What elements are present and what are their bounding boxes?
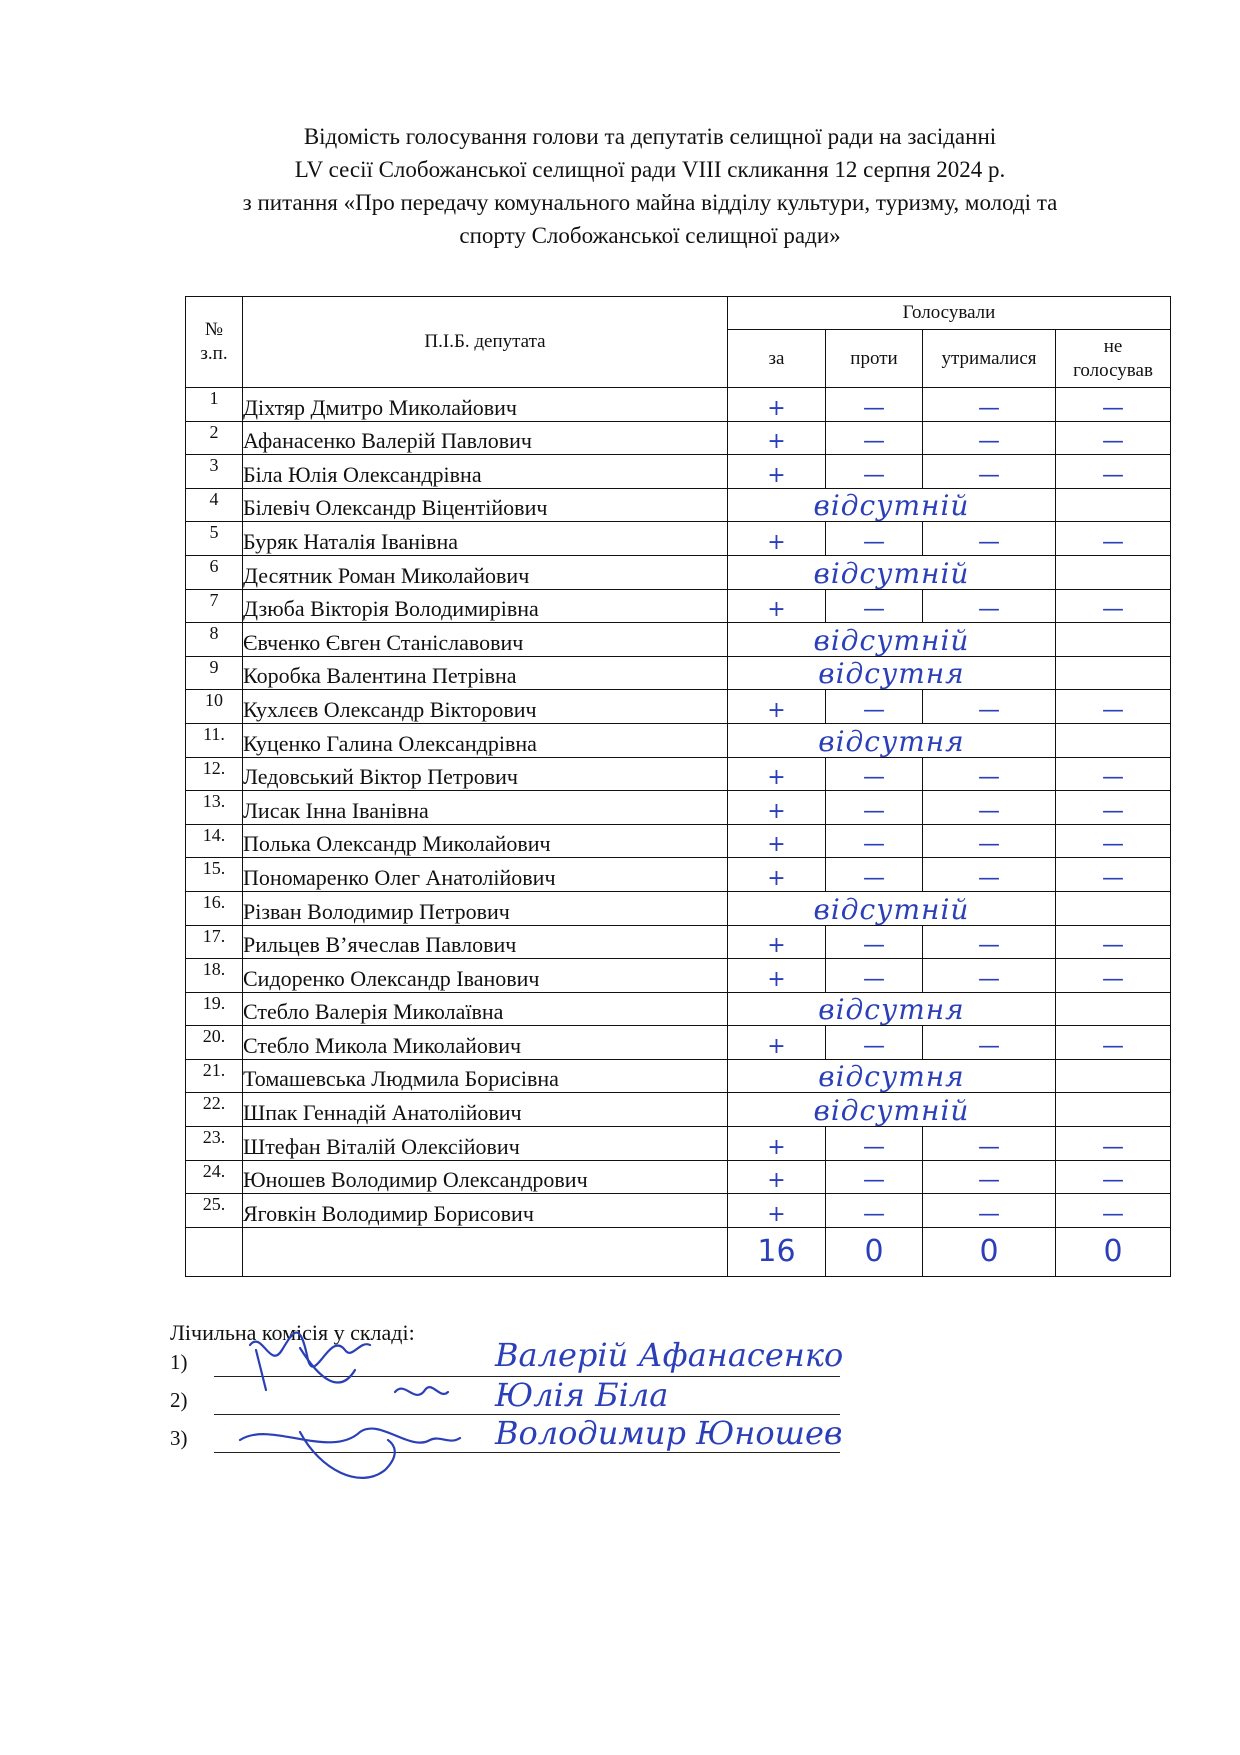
signature-3-scribble bbox=[240, 1429, 460, 1443]
vote-ne-holosuvav: — bbox=[1056, 959, 1171, 993]
row-number: 12. bbox=[186, 757, 243, 791]
table-row bbox=[186, 623, 1171, 657]
table-row bbox=[186, 891, 1171, 925]
vote-za: + bbox=[728, 522, 826, 556]
deputy-name: Куценко Галина Олександрівна bbox=[243, 723, 728, 757]
vote-ne-holosuvav bbox=[1056, 1059, 1171, 1093]
row-number: 14. bbox=[186, 824, 243, 858]
deputy-name: Ледовський Віктор Петрович bbox=[243, 757, 728, 791]
vote-proty: — bbox=[826, 1160, 923, 1194]
row-number: 23. bbox=[186, 1127, 243, 1161]
row-number: 25. bbox=[186, 1194, 243, 1228]
vote-za: + bbox=[728, 1194, 826, 1228]
table-row bbox=[186, 858, 1171, 892]
vote-ne-holosuvav bbox=[1056, 555, 1171, 589]
vote-utrym: — bbox=[923, 522, 1056, 556]
deputy-name: Коробка Валентина Петрівна bbox=[243, 656, 728, 690]
deputy-name: Діхтяр Дмитро Миколайович bbox=[243, 388, 728, 422]
vote-ne-holosuvav bbox=[1056, 723, 1171, 757]
vote-proty: — bbox=[826, 925, 923, 959]
commission-index-2: 2) bbox=[170, 1388, 188, 1412]
vote-ne-holosuvav: — bbox=[1056, 421, 1171, 455]
vote-utrym: — bbox=[923, 1194, 1056, 1228]
deputy-name: Біла Юлія Олександрівна bbox=[243, 455, 728, 489]
col-proty-header: проти bbox=[826, 330, 923, 388]
document-header bbox=[150, 120, 1150, 252]
header-line-1: Відомість голосування голови та депутатів селищної ради на засіданні bbox=[303, 124, 997, 149]
deputy-name: Десятник Роман Миколайович bbox=[243, 555, 728, 589]
vote-utrym: — bbox=[923, 791, 1056, 825]
header-line-4: спорту Слобожанської селищної ради» bbox=[459, 223, 841, 248]
vote-utrym: — bbox=[923, 959, 1056, 993]
row-number: 4 bbox=[186, 488, 243, 522]
absent-mark: відсутній bbox=[728, 488, 1056, 522]
table-row bbox=[186, 522, 1171, 556]
vote-proty: — bbox=[826, 824, 923, 858]
total-utrym: 0 bbox=[923, 1227, 1056, 1276]
table-row bbox=[186, 757, 1171, 791]
table-row bbox=[186, 1160, 1171, 1194]
deputy-name: Яговкін Володимир Борисович bbox=[243, 1194, 728, 1228]
vote-ne-holosuvav: — bbox=[1056, 824, 1171, 858]
col-voted-group-header: Голосували bbox=[728, 297, 1171, 330]
absent-mark: відсутня bbox=[728, 723, 1056, 757]
signature-line-3 bbox=[214, 1452, 840, 1453]
vote-ne-holosuvav bbox=[1056, 891, 1171, 925]
total-proty: 0 bbox=[826, 1227, 923, 1276]
absent-mark: відсутня bbox=[728, 1059, 1056, 1093]
table-row bbox=[186, 1127, 1171, 1161]
deputy-name: Пономаренко Олег Анатолійович bbox=[243, 858, 728, 892]
deputy-name: Сидоренко Олександр Іванович bbox=[243, 959, 728, 993]
table-row bbox=[186, 589, 1171, 623]
table-row bbox=[186, 488, 1171, 522]
vote-proty: — bbox=[826, 1026, 923, 1060]
absent-mark: відсутній bbox=[728, 623, 1056, 657]
row-number: 1 bbox=[186, 388, 243, 422]
vote-proty: — bbox=[826, 589, 923, 623]
deputy-name: Стебло Валерія Миколаївна bbox=[243, 992, 728, 1026]
col-ne-label-2: голосував bbox=[1073, 359, 1153, 381]
table-row bbox=[186, 959, 1171, 993]
table-row bbox=[186, 1059, 1171, 1093]
vote-za: + bbox=[728, 959, 826, 993]
vote-proty: — bbox=[826, 1194, 923, 1228]
vote-proty: — bbox=[826, 959, 923, 993]
vote-ne-holosuvav: — bbox=[1056, 1194, 1171, 1228]
commission-member-1-name: Валерій Афанасенко bbox=[495, 1336, 844, 1374]
row-number: 21. bbox=[186, 1059, 243, 1093]
table-row bbox=[186, 723, 1171, 757]
vote-ne-holosuvav: — bbox=[1056, 1160, 1171, 1194]
row-number: 5 bbox=[186, 522, 243, 556]
vote-ne-holosuvav bbox=[1056, 488, 1171, 522]
row-number: 16. bbox=[186, 891, 243, 925]
vote-proty: — bbox=[826, 421, 923, 455]
vote-ne-holosuvav: — bbox=[1056, 1026, 1171, 1060]
deputy-name: Шпак Геннадій Анатолійович bbox=[243, 1093, 728, 1127]
row-number: 13. bbox=[186, 791, 243, 825]
vote-proty: — bbox=[826, 1127, 923, 1161]
col-number-header bbox=[186, 297, 243, 388]
row-number: 3 bbox=[186, 455, 243, 489]
vote-ne-holosuvav bbox=[1056, 623, 1171, 657]
table-row bbox=[186, 690, 1171, 724]
vote-ne-holosuvav: — bbox=[1056, 690, 1171, 724]
table-row bbox=[186, 388, 1171, 422]
table-row bbox=[186, 1093, 1171, 1127]
vote-utrym: — bbox=[923, 1127, 1056, 1161]
row-number: 9 bbox=[186, 656, 243, 690]
commission-member-3-name: Володимир Юношев bbox=[495, 1414, 843, 1452]
vote-ne-holosuvav: — bbox=[1056, 455, 1171, 489]
absent-mark: відсутня bbox=[728, 656, 1056, 690]
row-number: 24. bbox=[186, 1160, 243, 1194]
absent-mark: відсутній bbox=[728, 891, 1056, 925]
header-line-2: LV сесії Слобожанської селищної ради VIII скликання 12 серпня 2024 р. bbox=[294, 157, 1006, 182]
vote-ne-holosuvav: — bbox=[1056, 757, 1171, 791]
vote-za: + bbox=[728, 858, 826, 892]
table-row bbox=[186, 555, 1171, 589]
row-number: 22. bbox=[186, 1093, 243, 1127]
vote-za: + bbox=[728, 455, 826, 489]
vote-za: + bbox=[728, 791, 826, 825]
vote-proty: — bbox=[826, 388, 923, 422]
vote-proty: — bbox=[826, 522, 923, 556]
table-row bbox=[186, 925, 1171, 959]
vote-za: + bbox=[728, 925, 826, 959]
vote-ne-holosuvav: — bbox=[1056, 522, 1171, 556]
commission-title: Лічильна комісія у складі: bbox=[170, 1320, 415, 1345]
deputy-name: Полька Олександр Миколайович bbox=[243, 824, 728, 858]
commission-member-2-name: Юлія Біла bbox=[495, 1376, 669, 1414]
col-number-label-1: № bbox=[204, 319, 224, 340]
row-number: 19. bbox=[186, 992, 243, 1026]
totals-num-cell bbox=[186, 1227, 243, 1276]
vote-ne-holosuvav bbox=[1056, 1093, 1171, 1127]
deputy-name: Буряк Наталія Іванівна bbox=[243, 522, 728, 556]
vote-ne-holosuvav: — bbox=[1056, 858, 1171, 892]
deputy-name: Різван Володимир Петрович bbox=[243, 891, 728, 925]
row-number: 10 bbox=[186, 690, 243, 724]
deputy-name: Стебло Микола Миколайович bbox=[243, 1026, 728, 1060]
vote-ne-holosuvav: — bbox=[1056, 388, 1171, 422]
totals-name-cell bbox=[243, 1227, 728, 1276]
vote-ne-holosuvav: — bbox=[1056, 791, 1171, 825]
row-number: 15. bbox=[186, 858, 243, 892]
deputy-name: Кухлєєв Олександр Вікторович bbox=[243, 690, 728, 724]
signature-3-flourish bbox=[300, 1432, 395, 1478]
col-ne-holosuvav-header bbox=[1056, 330, 1171, 388]
row-number: 7 bbox=[186, 589, 243, 623]
row-number: 11. bbox=[186, 723, 243, 757]
table-row bbox=[186, 421, 1171, 455]
vote-ne-holosuvav: — bbox=[1056, 925, 1171, 959]
deputy-name: Штефан Віталій Олексійович bbox=[243, 1127, 728, 1161]
vote-utrym: — bbox=[923, 1160, 1056, 1194]
row-number: 17. bbox=[186, 925, 243, 959]
vote-za: + bbox=[728, 757, 826, 791]
table-row bbox=[186, 656, 1171, 690]
row-number: 6 bbox=[186, 555, 243, 589]
table-row bbox=[186, 1194, 1171, 1228]
table-row bbox=[186, 1026, 1171, 1060]
total-ne-holosuvav: 0 bbox=[1056, 1227, 1171, 1276]
vote-za: + bbox=[728, 824, 826, 858]
vote-za: + bbox=[728, 1026, 826, 1060]
col-name-header: П.І.Б. депутата bbox=[243, 297, 728, 388]
vote-ne-holosuvav: — bbox=[1056, 589, 1171, 623]
row-number: 2 bbox=[186, 421, 243, 455]
vote-za: + bbox=[728, 1127, 826, 1161]
row-number: 18. bbox=[186, 959, 243, 993]
vote-proty: — bbox=[826, 455, 923, 489]
voting-table bbox=[185, 296, 1171, 1277]
vote-utrym: — bbox=[923, 388, 1056, 422]
vote-ne-holosuvav bbox=[1056, 656, 1171, 690]
col-ne-label-1: не bbox=[1103, 335, 1123, 357]
deputy-name: Євченко Євген Станіславович bbox=[243, 623, 728, 657]
vote-za: + bbox=[728, 421, 826, 455]
vote-proty: — bbox=[826, 757, 923, 791]
col-number-label-2: з.п. bbox=[200, 343, 228, 364]
deputy-name: Афанасенко Валерій Павлович bbox=[243, 421, 728, 455]
vote-proty: — bbox=[826, 791, 923, 825]
vote-utrym: — bbox=[923, 690, 1056, 724]
vote-za: + bbox=[728, 388, 826, 422]
commission-index-3: 3) bbox=[170, 1426, 188, 1450]
table-row bbox=[186, 992, 1171, 1026]
vote-utrym: — bbox=[923, 925, 1056, 959]
vote-za: + bbox=[728, 589, 826, 623]
deputy-name: Лисак Інна Іванівна bbox=[243, 791, 728, 825]
voting-table-body bbox=[186, 388, 1171, 1228]
vote-za: + bbox=[728, 690, 826, 724]
absent-mark: відсутній bbox=[728, 555, 1056, 589]
signature-2-scribble bbox=[395, 1387, 448, 1395]
col-utrym-header: утрималися bbox=[923, 330, 1056, 388]
vote-ne-holosuvav bbox=[1056, 992, 1171, 1026]
vote-utrym: — bbox=[923, 1026, 1056, 1060]
totals-row bbox=[186, 1227, 1171, 1276]
row-number: 20. bbox=[186, 1026, 243, 1060]
commission-index-1: 1) bbox=[170, 1350, 188, 1374]
table-row bbox=[186, 791, 1171, 825]
deputy-name: Дзюба Вікторія Володимирівна bbox=[243, 589, 728, 623]
vote-utrym: — bbox=[923, 455, 1056, 489]
vote-proty: — bbox=[826, 690, 923, 724]
vote-utrym: — bbox=[923, 858, 1056, 892]
vote-proty: — bbox=[826, 858, 923, 892]
vote-utrym: — bbox=[923, 589, 1056, 623]
table-row bbox=[186, 824, 1171, 858]
absent-mark: відсутня bbox=[728, 992, 1056, 1026]
vote-ne-holosuvav: — bbox=[1056, 1127, 1171, 1161]
vote-utrym: — bbox=[923, 824, 1056, 858]
vote-za: + bbox=[728, 1160, 826, 1194]
deputy-name: Томашевська Людмила Борисівна bbox=[243, 1059, 728, 1093]
col-za-header: за bbox=[728, 330, 826, 388]
deputy-name: Юношев Володимир Олександрович bbox=[243, 1160, 728, 1194]
row-number: 8 bbox=[186, 623, 243, 657]
table-row bbox=[186, 455, 1171, 489]
total-za: 16 bbox=[728, 1227, 826, 1276]
header-line-3: з питання «Про передачу комунального майна відділу культури, туризму, молоді та bbox=[242, 190, 1058, 215]
vote-utrym: — bbox=[923, 757, 1056, 791]
deputy-name: Рильцев В’ячеслав Павлович bbox=[243, 925, 728, 959]
absent-mark: відсутній bbox=[728, 1093, 1056, 1127]
deputy-name: Білевіч Олександр Віцентійович bbox=[243, 488, 728, 522]
vote-utrym: — bbox=[923, 421, 1056, 455]
signature-1-flourish bbox=[256, 1348, 355, 1390]
